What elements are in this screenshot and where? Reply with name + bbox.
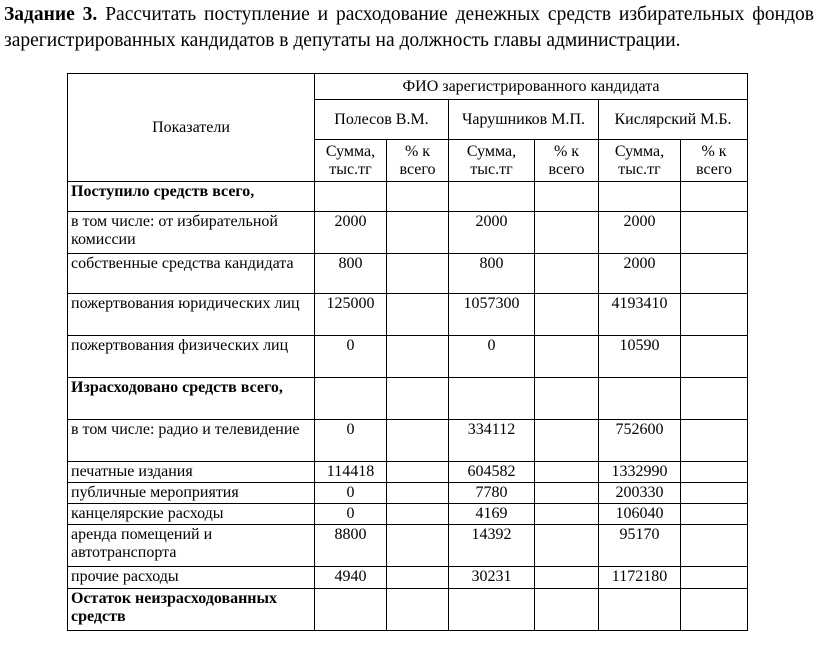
pct-cell <box>535 294 599 336</box>
pct-cell <box>387 567 449 589</box>
sum-cell <box>449 378 535 420</box>
pct-column-header: % к всего <box>535 140 599 182</box>
sum-cell <box>599 182 681 212</box>
sum-cell <box>315 182 387 212</box>
pct-cell <box>681 504 748 525</box>
pct-cell <box>681 182 748 212</box>
pct-cell <box>535 525 599 567</box>
sum-column-header: Сумма, тыс.тг <box>315 140 387 182</box>
row-label: пожертвования юридических лиц <box>68 294 315 336</box>
sum-cell: 0 <box>315 504 387 525</box>
pct-cell <box>535 336 599 378</box>
sum-cell: 8800 <box>315 525 387 567</box>
row-label: собственные средства кандидата <box>68 254 315 294</box>
pct-cell <box>387 336 449 378</box>
candidates-funds-table <box>67 73 748 631</box>
pct-cell <box>535 567 599 589</box>
sum-cell: 114418 <box>315 462 387 483</box>
row-label: в том числе: от избирательной комиссии <box>68 212 315 254</box>
sum-cell <box>449 182 535 212</box>
pct-cell <box>535 504 599 525</box>
sum-cell: 7780 <box>449 483 535 504</box>
pct-cell <box>681 462 748 483</box>
pct-cell <box>387 294 449 336</box>
sum-cell: 334112 <box>449 420 535 462</box>
sum-cell: 800 <box>449 254 535 294</box>
sum-cell <box>449 589 535 631</box>
pct-cell <box>535 483 599 504</box>
sum-cell: 2000 <box>449 212 535 254</box>
candidate-name: Чарушников М.П. <box>449 100 599 140</box>
pct-cell <box>681 483 748 504</box>
row-label: Остаток неизрасходованных средств <box>68 589 315 631</box>
pct-cell <box>387 525 449 567</box>
pct-cell <box>387 483 449 504</box>
row-label: Поступило средств всего, <box>68 182 315 212</box>
pct-cell <box>387 462 449 483</box>
row-label: канцелярские расходы <box>68 504 315 525</box>
sum-cell: 4940 <box>315 567 387 589</box>
pct-cell <box>681 589 748 631</box>
sum-cell: 2000 <box>599 212 681 254</box>
sum-cell: 2000 <box>315 212 387 254</box>
sum-cell: 30231 <box>449 567 535 589</box>
pct-cell <box>681 420 748 462</box>
sum-cell: 0 <box>315 420 387 462</box>
sum-cell: 752600 <box>599 420 681 462</box>
sum-cell: 4169 <box>449 504 535 525</box>
pct-column-header: % к всего <box>387 140 449 182</box>
pct-cell <box>387 504 449 525</box>
sum-cell: 800 <box>315 254 387 294</box>
row-label: в том числе: радио и телевидение <box>68 420 315 462</box>
task-statement <box>4 2 814 54</box>
pct-cell <box>681 525 748 567</box>
sum-cell <box>315 589 387 631</box>
row-label: прочие расходы <box>68 567 315 589</box>
pct-cell <box>387 212 449 254</box>
pct-cell <box>387 378 449 420</box>
pct-cell <box>387 182 449 212</box>
sum-cell: 14392 <box>449 525 535 567</box>
sum-cell: 95170 <box>599 525 681 567</box>
sum-cell: 10590 <box>599 336 681 378</box>
task-text: Рассчитать поступление и расходование денежных средств избирательных фондов зарегистрированных кандидатов в депутаты на должность главы администрации. <box>4 4 814 51</box>
sum-cell: 604582 <box>449 462 535 483</box>
task-title: Задание 3. <box>4 4 98 25</box>
row-label: печатные издания <box>68 462 315 483</box>
pct-cell <box>535 182 599 212</box>
pct-cell <box>387 254 449 294</box>
row-label: Израсходовано средств всего, <box>68 378 315 420</box>
pct-cell <box>681 567 748 589</box>
pct-cell <box>535 420 599 462</box>
pct-cell <box>681 336 748 378</box>
sum-column-header: Сумма, тыс.тг <box>449 140 535 182</box>
pct-cell <box>535 254 599 294</box>
sum-cell: 0 <box>315 483 387 504</box>
sum-cell: 1172180 <box>599 567 681 589</box>
sum-cell <box>599 589 681 631</box>
indicators-header: Показатели <box>68 74 315 182</box>
sum-cell <box>599 378 681 420</box>
row-label: пожертвования физических лиц <box>68 336 315 378</box>
pct-cell <box>387 420 449 462</box>
sum-column-header: Сумма, тыс.тг <box>599 140 681 182</box>
pct-cell <box>387 589 449 631</box>
sum-cell: 0 <box>449 336 535 378</box>
row-label: публичные мероприятия <box>68 483 315 504</box>
candidates-header: ФИО зарегистрированного кандидата <box>315 74 748 100</box>
candidate-name: Полесов В.М. <box>315 100 449 140</box>
row-label: аренда помещений и автотранспорта <box>68 525 315 567</box>
pct-cell <box>535 589 599 631</box>
sum-cell <box>315 378 387 420</box>
pct-cell <box>535 378 599 420</box>
sum-cell: 0 <box>315 336 387 378</box>
sum-cell: 125000 <box>315 294 387 336</box>
pct-cell <box>681 254 748 294</box>
pct-cell <box>681 212 748 254</box>
pct-cell <box>535 212 599 254</box>
sum-cell: 1057300 <box>449 294 535 336</box>
pct-cell <box>681 294 748 336</box>
pct-column-header: % к всего <box>681 140 748 182</box>
sum-cell: 1332990 <box>599 462 681 483</box>
candidate-name: Кислярский М.Б. <box>599 100 748 140</box>
sum-cell: 106040 <box>599 504 681 525</box>
sum-cell: 200330 <box>599 483 681 504</box>
sum-cell: 2000 <box>599 254 681 294</box>
sum-cell: 4193410 <box>599 294 681 336</box>
pct-cell <box>681 378 748 420</box>
pct-cell <box>535 462 599 483</box>
